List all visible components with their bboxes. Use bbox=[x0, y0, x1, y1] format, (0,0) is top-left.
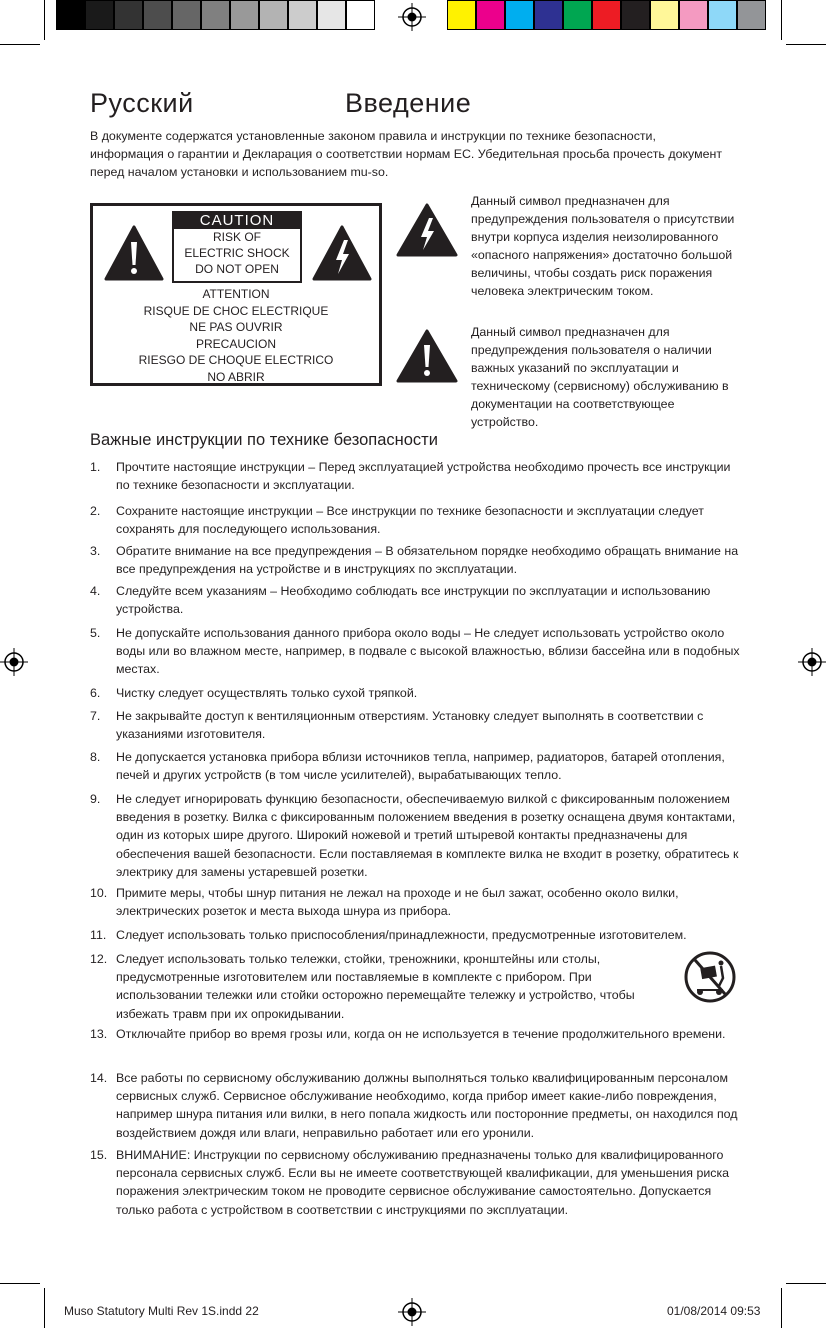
gray-swatch bbox=[143, 0, 172, 30]
caution-translation-line: ATTENTION bbox=[202, 287, 270, 301]
crop-mark bbox=[0, 1283, 40, 1284]
list-item: 2. Сохраните настоящие инструкции – Все инструкции по технике безопасности и эксплуатации следует сохранять для последующего использования. bbox=[90, 504, 704, 537]
caution-translation-line: RISQUE DE CHOC ELECTRIQUE bbox=[143, 303, 329, 318]
exclamation-symbol-icon bbox=[395, 328, 459, 384]
list-item: 9. Не следует игнорировать функцию безопасности, обеспечиваемую вилкой с фиксированным положением введения в розетку. Вилка с фиксированным положением введения в розетку оснащена двумя контактами, один из которых шире другого. Широкий ножевой и третий штыревой контакты предназначены для обеспечения вашей безопасности. Если поставляемая в комплекте вилка не входит в розетку, обратитесь к электрику для замены устаревшей розетки. bbox=[90, 792, 739, 879]
registration-mark-icon bbox=[798, 648, 826, 676]
gray-swatch bbox=[56, 0, 85, 30]
lightning-symbol-description: Данный символ предназначен для предупреждения пользователя о присутствии внутри корпуса изделия неизолированного «опасного напряжения» достаточно большой величины, чтобы создать риск поражения человека электрическим током. bbox=[471, 194, 735, 298]
crop-mark bbox=[44, 1288, 45, 1328]
caution-title: CAUTION bbox=[174, 213, 300, 229]
language-heading: Русский bbox=[90, 88, 194, 118]
gray-swatch bbox=[230, 0, 259, 30]
caution-translation-line: PRECAUCION bbox=[195, 336, 276, 351]
caution-line: RISK OF bbox=[212, 230, 261, 244]
list-item: 11. Следует использовать только приспособления/принадлежности, предусмотренные изготовителем. bbox=[90, 928, 687, 942]
color-swatch bbox=[534, 0, 563, 30]
list-item: 14. Все работы по сервисному обслуживанию должны выполняться только квалифицированным персоналом сервисных служб. Сервисное обслуживание необходимо, когда прибор имеет какие-либо повреждения, например шнура питания или вилки, в него попала жидкость или посторонние предметы, он находился под воздействием дождя или влаги, неправильно работает или его уронили. bbox=[90, 1071, 738, 1140]
list-item: 15. ВНИМАНИЕ: Инструкции по сервисному обслуживанию предназначены только для квалифицированного персонала сервисных служб. Если вы не имеете соответствующей квалификации, для уменьшения риска поражения электрическим током не проводите сервисное обслуживание самостоятельно. Допускается только работа с устройством в соответствии с инструкциями по эксплуатации. bbox=[90, 1148, 730, 1217]
list-item: 8. Не допускается установка прибора вблизи источников тепла, например, радиаторов, батарей отопления, печей и других устройств (в том числе усилителей), вырабатывающих тепло. bbox=[90, 750, 725, 783]
gray-swatch bbox=[317, 0, 346, 30]
color-swatch bbox=[650, 0, 679, 30]
footer-datetime: 01/08/2014 09:53 bbox=[667, 1304, 761, 1318]
caution-translations bbox=[93, 286, 379, 385]
color-swatch bbox=[592, 0, 621, 30]
list-item: 6. Чистку следует осуществлять только сухой тряпкой. bbox=[90, 686, 418, 700]
color-swatch bbox=[447, 0, 476, 30]
color-swatch bbox=[679, 0, 708, 30]
crop-mark bbox=[781, 1288, 782, 1328]
color-swatch bbox=[737, 0, 766, 30]
caution-line: ELECTRIC SHOCK bbox=[184, 246, 290, 260]
warning-exclamation-icon bbox=[103, 224, 165, 282]
color-swatch bbox=[621, 0, 650, 30]
list-item: 5. Не допускайте использования данного прибора около воды – Не следует использовать устройство около воды или во влажном месте, например, в подвале с высокой влажностью, вблизи бассейна или в подобных местах. bbox=[90, 626, 740, 677]
crop-mark bbox=[0, 44, 40, 45]
caution-translation-line: NO ABRIR bbox=[207, 369, 265, 384]
list-item: 1. Прочтите настоящие инструкции – Перед эксплуатацией устройства необходимо прочесть все инструкции по технике безопасности и эксплуатации. bbox=[90, 460, 731, 493]
list-item: 12. Следует использовать только тележки, стойки, треножники, кронштейны или столы, предусмотренные изготовителем или поставляемые в комплекте с прибором. При использовании тележки или стойки осторожно перемещайте тележку и устройство, чтобы избежать травм при их опрокидывании. bbox=[90, 952, 635, 1021]
crop-mark bbox=[781, 0, 782, 40]
cart-tipover-warning-icon bbox=[683, 950, 737, 1004]
color-swatch bbox=[505, 0, 534, 30]
caution-inner-box bbox=[172, 211, 302, 283]
caution-text bbox=[174, 229, 300, 277]
caution-translation-line: RIESGO DE CHOQUE ELECTRICO bbox=[138, 353, 334, 367]
color-swatch bbox=[476, 0, 505, 30]
gray-swatch bbox=[114, 0, 143, 30]
lightning-symbol-icon bbox=[395, 202, 459, 258]
page-title: Введение bbox=[345, 88, 472, 118]
crop-mark bbox=[786, 1283, 826, 1284]
safety-section-title: Важные инструкции по технике безопасности bbox=[90, 431, 438, 449]
color-swatch bbox=[563, 0, 592, 30]
caution-line: DO NOT OPEN bbox=[195, 262, 279, 276]
intro-paragraph: В документе содержатся установленные законом правила и инструкции по технике безопасности, информация о гарантии и Декларация о соответствии нормам ЕС. Убедительная просьба прочесть документ перед началом установки и использованием mu-so. bbox=[90, 129, 722, 179]
gray-swatch bbox=[172, 0, 201, 30]
list-item: 10. Примите меры, чтобы шнур питания не лежал на проходе и не был зажат, особенно около вилки, электрических розеток и места выхода шнура из прибора. bbox=[90, 886, 679, 919]
footer-file-name: Muso Statutory Multi Rev 1S.indd 22 bbox=[64, 1304, 259, 1318]
registration-mark-icon bbox=[398, 3, 426, 31]
list-item: 3. Обратите внимание на все предупреждения – В обязательном порядке необходимо обращать внимание на все предупреждения на устройстве и в инструкциях по эксплуатации. bbox=[90, 544, 739, 577]
list-item: 13. Отключайте прибор во время грозы или, когда он не используется в течение продолжительного времени. bbox=[90, 1027, 726, 1041]
gray-swatch bbox=[85, 0, 114, 30]
list-item: 4. Следуйте всем указаниям – Необходимо соблюдать все инструкции по эксплуатации и использованию устройства. bbox=[90, 584, 711, 617]
color-swatch bbox=[708, 0, 737, 30]
caution-label bbox=[90, 203, 382, 386]
electric-shock-icon bbox=[311, 224, 373, 282]
registration-mark-icon bbox=[0, 648, 28, 676]
caution-translation-line: NE PAS OUVRIR bbox=[189, 320, 283, 334]
exclamation-symbol-description: Данный символ предназначен для предупреждения пользователя о наличии важных указаний по эксплуатации и техническому (сервисному) обслуживанию в документации на соответствующее устройство. bbox=[471, 325, 729, 429]
gray-swatch bbox=[288, 0, 317, 30]
gray-swatch bbox=[201, 0, 230, 30]
gray-swatch bbox=[259, 0, 288, 30]
gray-swatch bbox=[346, 0, 375, 30]
crop-mark bbox=[44, 0, 45, 40]
list-item: 7. Не закрывайте доступ к вентиляционным отверстиям. Установку следует выполнять в соответствии с указаниями изготовителя. bbox=[90, 709, 704, 742]
crop-mark bbox=[786, 44, 826, 45]
registration-mark-icon bbox=[398, 1298, 426, 1326]
